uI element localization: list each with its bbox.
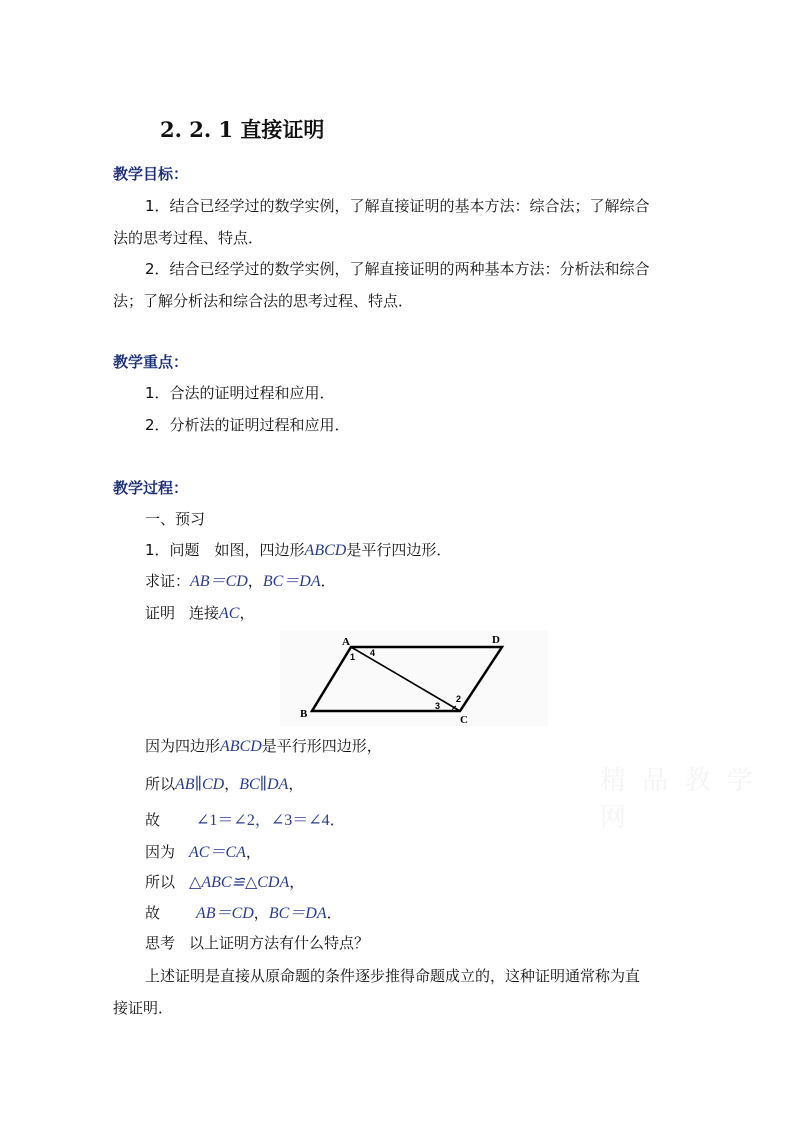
prove-statement [145, 571, 336, 592]
angle-2-label: 2 [456, 694, 462, 704]
vertex-c: C [460, 714, 468, 726]
proof-label: 证明 [145, 604, 176, 622]
so1-prefix: 所以 [145, 775, 176, 793]
prove-prefix: 求证： [145, 572, 191, 590]
so1-end: ， [288, 775, 304, 793]
goals-heading: 教学目标： [113, 165, 189, 183]
focus-item-2: 2．分析法的证明过程和应用． [145, 416, 350, 434]
hence1-angles: ∠1＝∠2，∠3＝∠4． [196, 812, 346, 829]
problem-suffix: 是平行四边形． [346, 541, 452, 559]
so2-congruence: △ABC≌△CDA [189, 874, 290, 891]
proof-start [145, 603, 255, 624]
process-heading: 教学过程： [113, 479, 189, 497]
proof-ac-end: ， [239, 604, 255, 622]
hence2-end: ． [326, 904, 342, 922]
watermark: 精 品 教 学 网 [600, 766, 757, 833]
angle-4-label: 4 [370, 648, 376, 658]
so-parallel [145, 774, 303, 795]
page-title: 2. 2. 1 直接证明 [160, 117, 325, 142]
goal-2-line-2: 法；了解分析法和综合法的思考过程、特点． [113, 292, 414, 310]
so2-label: 所以 [145, 873, 176, 891]
focus-item-1: 1．合法的证明过程和应用． [145, 384, 335, 402]
so2-end: ， [289, 873, 305, 891]
vertex-a: A [342, 636, 350, 648]
vertex-b: B [300, 708, 308, 720]
so1-comma: ， [224, 775, 240, 793]
hence2-eq-2: BC＝DA [268, 905, 327, 922]
think-question [145, 933, 369, 953]
because2-label: 因为 [145, 843, 176, 861]
so1-parallel-1: AB∥CD [175, 776, 225, 793]
summary-line-2: 接证明． [113, 999, 174, 1017]
hence1-label: 故 [145, 811, 161, 829]
problem-statement [145, 540, 451, 561]
goal-2-line-1: 2．结合已经学过的数学实例，了解直接证明的两种基本方法：分析法和综合 [145, 260, 650, 278]
problem-prefix: 1．问题 如图，四边形 [145, 541, 305, 559]
so1-parallel-2: BC∥DA [239, 776, 289, 793]
problem-quad-name: ABCD [304, 542, 347, 559]
because2-end: ， [245, 843, 261, 861]
parallelogram-figure [280, 630, 548, 726]
because1-prefix: 因为四边形 [145, 737, 221, 755]
hence2-comma: ， [253, 904, 269, 922]
proof-connect: 连接 [189, 604, 220, 622]
vertex-d: D [492, 634, 500, 646]
section-preview: 一、预习 [145, 510, 206, 528]
because-parallelogram [145, 736, 382, 757]
because-common-side [145, 842, 261, 863]
because1-suffix: 是平行形四边形， [261, 737, 382, 755]
hence2-eq-1: AB＝CD [196, 905, 254, 922]
so-congruent [145, 872, 304, 893]
prove-eq-2: BC＝DA [262, 573, 321, 590]
think-text: 以上证明方法有什么特点？ [189, 934, 370, 952]
hence2-label: 故 [145, 904, 161, 922]
prove-end: ． [320, 572, 336, 590]
goal-1-line-1: 1．结合已经学过的数学实例，了解直接证明的基本方法：综合法；了解综合 [145, 197, 650, 215]
hence-angles [145, 810, 346, 831]
goal-1-line-2: 法的思考过程、特点． [113, 229, 264, 247]
summary-line-1: 上述证明是直接从原命题的条件逐步推得命题成立的，这种证明通常称为直 [145, 967, 641, 985]
because2-eq: AC＝CA [189, 844, 246, 861]
angle-3-label: 3 [435, 701, 441, 711]
because1-quad-name: ABCD [220, 738, 262, 755]
hence-conclusion [145, 903, 342, 924]
angle-1-label: 1 [350, 652, 356, 662]
proof-ac: AC [219, 605, 240, 622]
think-label: 思考 [145, 934, 176, 952]
prove-comma: ， [247, 572, 263, 590]
focus-heading: 教学重点： [113, 353, 189, 371]
prove-eq-1: AB＝CD [190, 573, 248, 590]
